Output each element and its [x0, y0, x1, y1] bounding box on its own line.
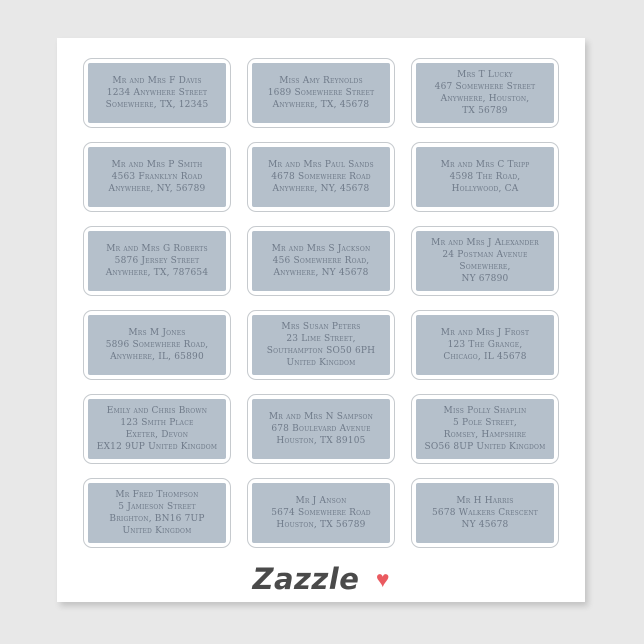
address-label-body: [252, 63, 390, 123]
address-line: Mrs T Lucky: [457, 70, 513, 80]
address-line: Mr and Mrs F Davis: [112, 76, 202, 86]
address-label-body: [416, 147, 554, 207]
address-line: TX 56789: [462, 106, 508, 116]
address-line: 123 The Grange,: [447, 340, 523, 350]
address-line: SO56 8UP United Kingdom: [424, 442, 546, 452]
address-line: EX12 9UP United Kingdom: [96, 442, 218, 452]
address-label-body: [416, 399, 554, 459]
address-label: [247, 478, 395, 548]
address-label: [411, 310, 559, 380]
address-line: 5 Jamieson Street: [118, 502, 196, 512]
address-line: 456 Somewhere Road,: [272, 256, 370, 266]
address-line: 678 Boulevard Avenue: [271, 424, 371, 434]
address-line: 23 Lime Street,: [286, 334, 356, 344]
address-label: [83, 142, 231, 212]
address-label: [247, 58, 395, 128]
address-label-body: [416, 483, 554, 543]
address-line: Somewhere,: [459, 262, 511, 272]
address-line: 4678 Somewhere Road: [271, 172, 371, 182]
address-line: Anywhere, NY, 45678: [272, 184, 370, 194]
address-label: [83, 310, 231, 380]
address-label: [83, 58, 231, 128]
address-line: Mr and Mrs Paul Sands: [268, 160, 374, 170]
labels-grid: [83, 58, 559, 548]
address-label-body: [252, 315, 390, 375]
address-line: Mr and Mrs P Smith: [111, 160, 203, 170]
address-line: Mrs M Jones: [128, 328, 186, 338]
address-line: Anywhere, NY 45678: [273, 268, 369, 278]
address-line: Miss Polly Shaplin: [443, 406, 527, 416]
address-line: 4563 Franklyn Road: [111, 172, 203, 182]
address-label: [83, 478, 231, 548]
address-line: Mrs Susan Peters: [281, 322, 361, 332]
address-line: Mr and Mrs G Roberts: [106, 244, 208, 254]
address-line: Chicago, IL 45678: [443, 352, 527, 362]
address-line: Mr and Mrs J Frost: [440, 328, 530, 338]
address-line: NY 67890: [461, 274, 509, 284]
address-label: [411, 394, 559, 464]
address-label-body: [416, 63, 554, 123]
address-line: Anywhere, NY, 56789: [108, 184, 206, 194]
address-label: [247, 142, 395, 212]
address-label-body: [416, 231, 554, 291]
address-label-body: [252, 231, 390, 291]
address-line: Mr and Mrs S Jackson: [271, 244, 371, 254]
address-line: 467 Somewhere Street: [434, 82, 536, 92]
address-line: Houston, TX 56789: [276, 520, 366, 530]
address-line: Mr and Mrs J Alexander: [431, 238, 539, 248]
address-line: Southampton SO50 6PH: [266, 346, 376, 356]
address-line: Miss Amy Reynolds: [279, 76, 363, 86]
address-line: Emily and Chris Brown: [106, 406, 208, 416]
address-label-body: [416, 315, 554, 375]
address-line: Mr Fred Thompson: [115, 490, 199, 500]
address-line: Anywhere, Houston,: [440, 94, 530, 104]
address-line: Mr H Harris: [456, 496, 514, 506]
address-line: Anywhere, TX, 787654: [105, 268, 209, 278]
address-line: Hollywood, CA: [451, 184, 519, 194]
address-label: [411, 226, 559, 296]
address-line: Exeter, Devon: [125, 430, 189, 440]
footer: [57, 562, 585, 596]
address-label-body: [88, 399, 226, 459]
address-line: Anywhere, IL, 65890: [110, 352, 204, 362]
address-line: Anywhere, TX, 45678: [272, 100, 370, 110]
address-label-body: [88, 315, 226, 375]
address-label: [411, 58, 559, 128]
address-label: [83, 394, 231, 464]
address-label-body: [252, 147, 390, 207]
address-line: Somewhere, TX, 12345: [105, 100, 209, 110]
address-line: 123 Smith Place: [120, 418, 194, 428]
address-line: Mr and Mrs N Sampson: [268, 412, 374, 422]
address-line: 24 Postman Avenue: [442, 250, 528, 260]
address-label: [247, 394, 395, 464]
address-line: 1234 Anywhere Street: [106, 88, 208, 98]
address-line: Mr J Anson: [295, 496, 347, 506]
zazzle-logo: Zazzle: [252, 562, 360, 596]
address-label-body: [88, 63, 226, 123]
address-line: 4598 The Road,: [449, 172, 521, 182]
address-line: United Kingdom: [122, 526, 192, 536]
address-line: Romsey, Hampshire: [443, 430, 527, 440]
address-line: Mr and Mrs C Tripp: [440, 160, 530, 170]
address-line: 5876 Jersey Street: [114, 256, 200, 266]
address-line: Brighton, BN16 7UP: [109, 514, 205, 524]
address-label: [83, 226, 231, 296]
address-label: [411, 478, 559, 548]
address-label-body: [252, 483, 390, 543]
address-label-body: [252, 399, 390, 459]
address-label: [411, 142, 559, 212]
address-line: Houston, TX 89105: [276, 436, 366, 446]
address-line: 1689 Somewhere Street: [267, 88, 375, 98]
address-label-body: [88, 483, 226, 543]
heart-icon: ♥: [375, 565, 390, 592]
address-label: [247, 226, 395, 296]
address-line: United Kingdom: [286, 358, 356, 368]
address-line: 5896 Somewhere Road,: [105, 340, 209, 350]
address-line: NY 45678: [461, 520, 509, 530]
address-line: 5 Pole Street,: [453, 418, 517, 428]
sticker-sheet: [57, 38, 585, 602]
address-line: 5678 Walkers Crescent: [431, 508, 538, 518]
address-label-body: [88, 147, 226, 207]
address-label-body: [88, 231, 226, 291]
address-label: [247, 310, 395, 380]
address-line: 5674 Somewhere Road: [271, 508, 371, 518]
